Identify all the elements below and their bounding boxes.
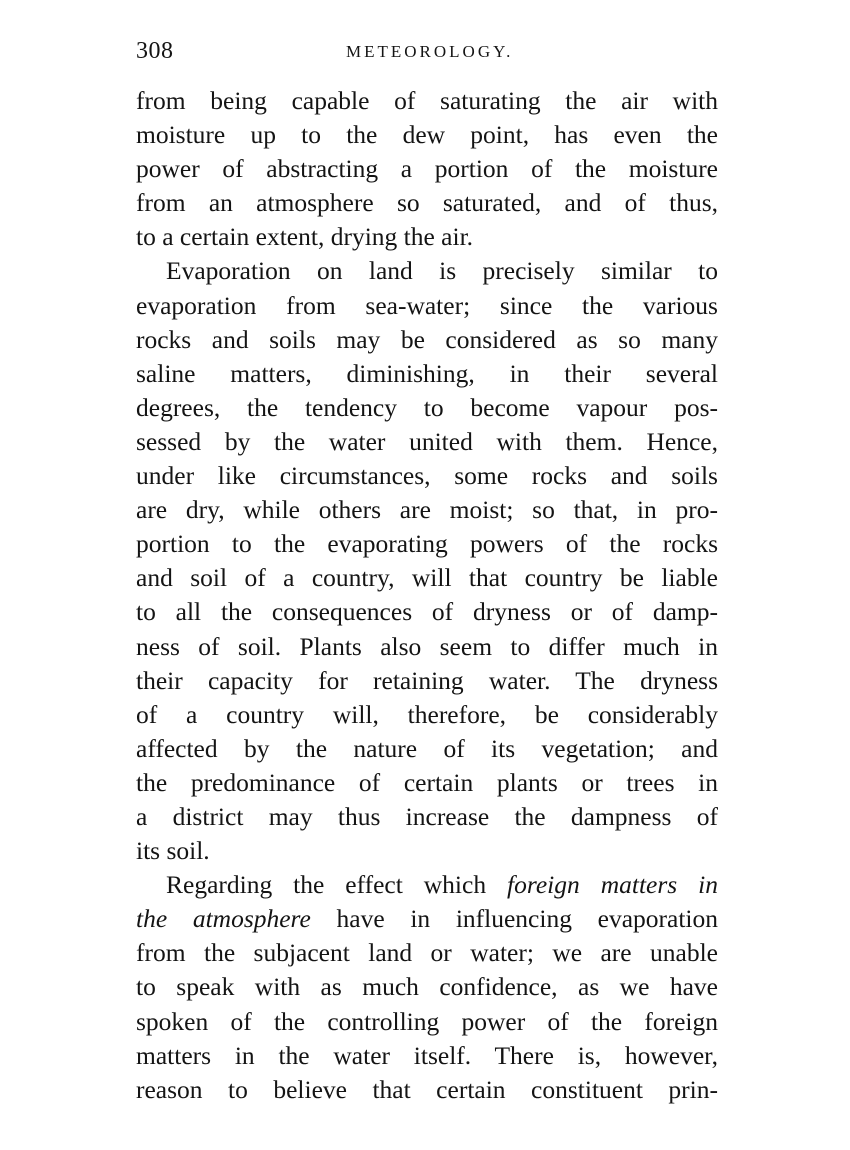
page-header <box>136 38 716 68</box>
text-line: from the subjacent land or water; we are unable <box>136 938 718 968</box>
text-line: Evaporation on land is precisely similar to <box>166 256 718 286</box>
text-line: moisture up to the dew point, has even the <box>136 120 718 150</box>
text-run: have in influencing evaporation <box>310 904 718 934</box>
page-number: 308 <box>136 38 174 64</box>
text-line: saline matters, diminishing, in their several <box>136 358 718 388</box>
text-line: sessed by the water united with them. Hence, <box>136 426 718 456</box>
text-line: portion to the evaporating powers of the rocks <box>136 529 718 559</box>
body-text <box>136 84 718 1107</box>
text-line: its soil. <box>136 836 210 866</box>
text-line: the predominance of certain plants or trees in <box>136 767 718 797</box>
text-line: evaporation from sea-water; since the various <box>136 290 718 320</box>
text-line <box>136 868 718 902</box>
text-line: affected by the nature of its vegetation; and <box>136 733 718 763</box>
text-line: of a country will, therefore, be considerably <box>136 699 718 729</box>
text-line: matters in the water itself. There is, however, <box>136 1040 718 1070</box>
text-line: from being capable of saturating the air with <box>136 86 718 115</box>
text-line: and soil of a country, will that country be liable <box>136 563 718 593</box>
running-head: METEOROLOGY. <box>346 42 514 61</box>
text-line: to all the consequences of dryness or of damp- <box>136 597 718 627</box>
text-line: to speak with as much confidence, as we have <box>136 972 718 1002</box>
text-line: rocks and soils may be considered as so many <box>136 324 718 354</box>
text-line: from an atmosphere so saturated, and of thus, <box>136 188 718 218</box>
text-line: degrees, the tendency to become vapour pos- <box>136 392 718 422</box>
text-line: to a certain extent, drying the air. <box>136 222 474 252</box>
text-line: are dry, while others are moist; so that, in pro- <box>136 495 718 525</box>
text-run: Regarding the effect which <box>166 870 508 900</box>
text-line: ness of soil. Plants also seem to differ much in <box>136 631 718 661</box>
text-line: their capacity for retaining water. The dryness <box>136 665 718 695</box>
text-line: spoken of the controlling power of the foreign <box>136 1006 718 1036</box>
text-line <box>136 902 718 936</box>
text-line: a district may thus increase the dampness of <box>136 801 718 831</box>
italic-phrase: the atmosphere <box>136 904 311 934</box>
text-line: reason to believe that certain constituent prin- <box>136 1074 718 1104</box>
text-line: under like circumstances, some rocks and soils <box>136 461 718 491</box>
italic-phrase: foreign matters in <box>507 870 718 900</box>
text-line: power of abstracting a portion of the moisture <box>136 154 718 184</box>
